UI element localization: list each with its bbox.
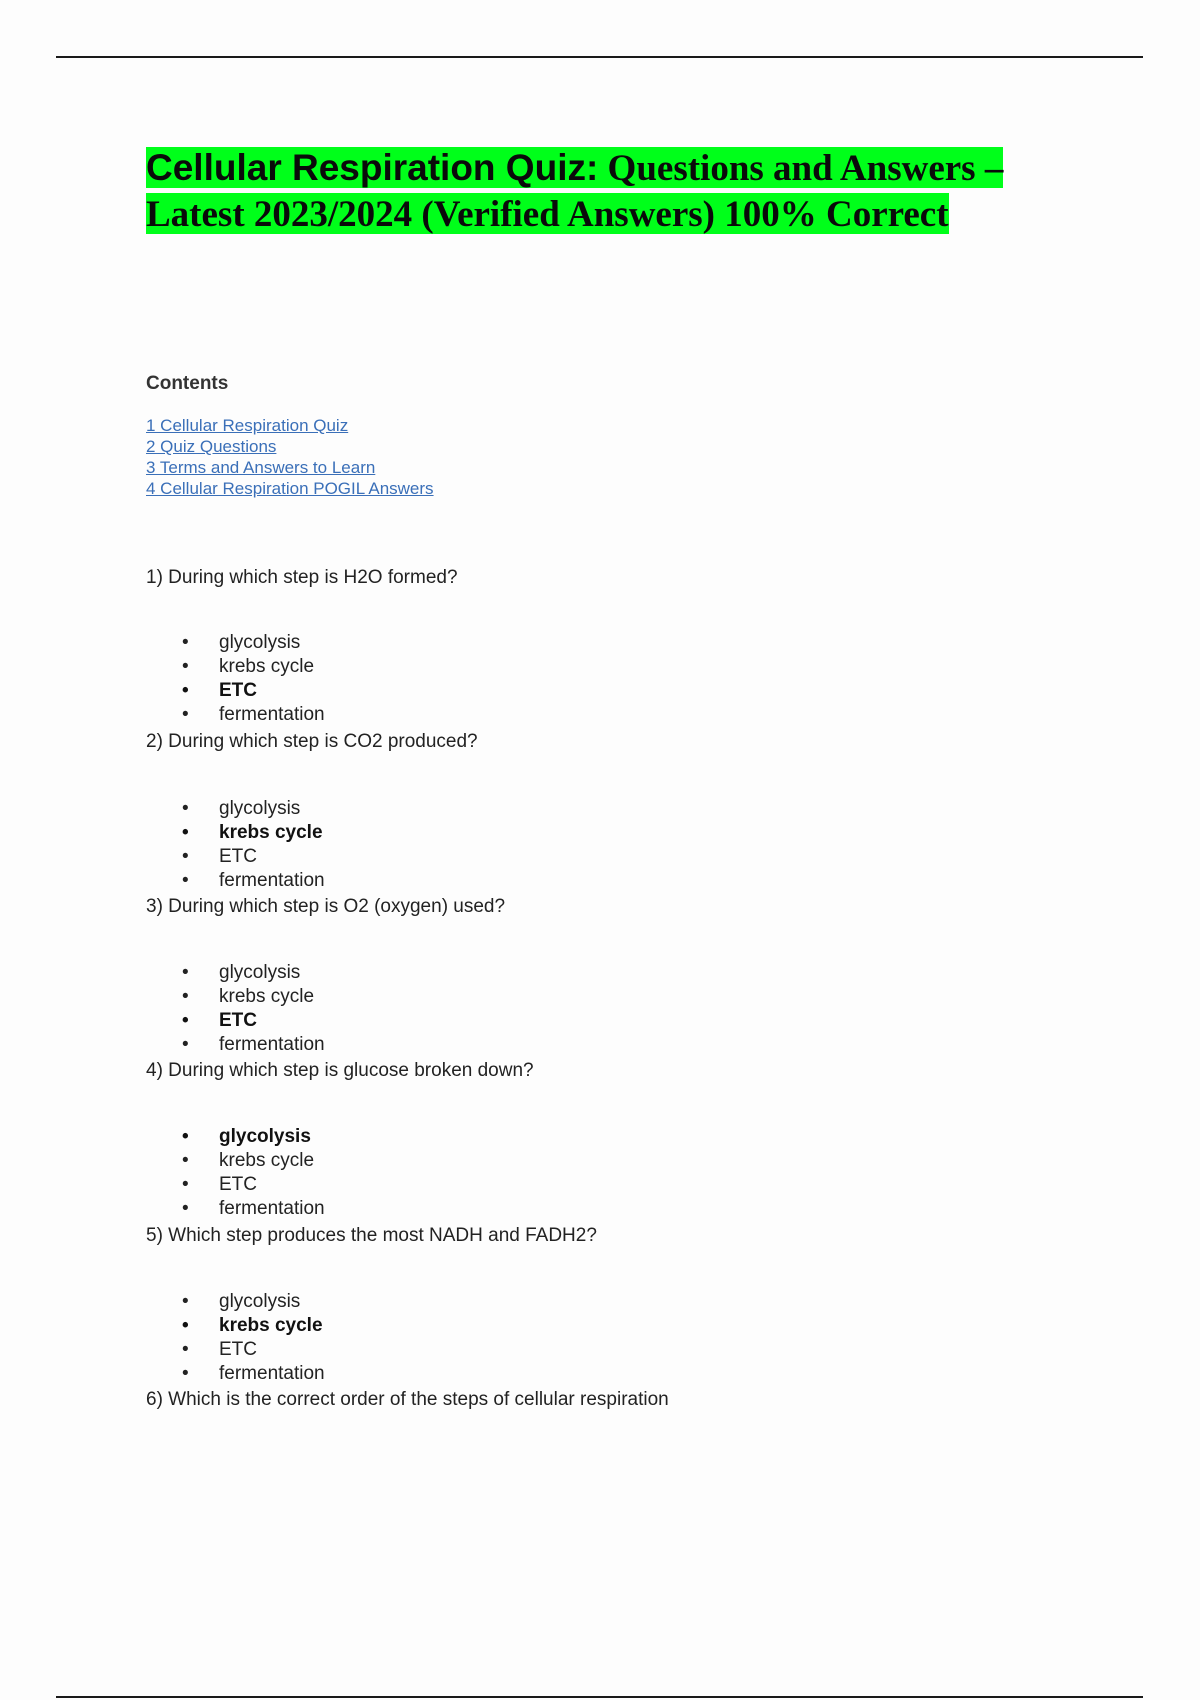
question-4: 4) During which step is glucose broken down? bbox=[146, 1060, 534, 1081]
toc-item bbox=[146, 436, 434, 457]
correct-answer-option: • glycolysis bbox=[182, 1125, 325, 1149]
answer-options-2 bbox=[182, 797, 325, 893]
answer-option: • glycolysis bbox=[182, 961, 325, 985]
answer-option: • fermentation bbox=[182, 1362, 325, 1386]
answer-options-1 bbox=[182, 631, 325, 727]
answer-options-4 bbox=[182, 1125, 325, 1221]
answer-option: • ETC bbox=[182, 845, 325, 869]
question-5: 5) Which step produces the most NADH and FADH2? bbox=[146, 1225, 597, 1246]
answer-options-3 bbox=[182, 961, 325, 1057]
answer-option: • fermentation bbox=[182, 869, 325, 893]
table-of-contents bbox=[146, 415, 434, 499]
question-6: 6) Which is the correct order of the steps of cellular respiration bbox=[146, 1389, 669, 1410]
question-2: 2) During which step is CO2 produced? bbox=[146, 731, 478, 752]
correct-answer-option: • krebs cycle bbox=[182, 821, 325, 845]
answer-option: • krebs cycle bbox=[182, 655, 325, 679]
answer-option: • ETC bbox=[182, 1338, 325, 1362]
title-part-3: Latest 2023/2024 (Verified Answers) 100% Correct bbox=[146, 194, 949, 235]
top-rule bbox=[56, 56, 1143, 58]
answer-option: • krebs cycle bbox=[182, 1149, 325, 1173]
correct-answer-option: • krebs cycle bbox=[182, 1314, 325, 1338]
answer-option: • glycolysis bbox=[182, 631, 325, 655]
answer-option: • glycolysis bbox=[182, 1290, 325, 1314]
answer-option: • ETC bbox=[182, 1173, 325, 1197]
toc-link-2[interactable]: 2 Quiz Questions bbox=[146, 437, 277, 456]
question-3: 3) During which step is O2 (oxygen) used? bbox=[146, 896, 506, 917]
title-part-2: Questions and Answers – bbox=[598, 148, 1004, 189]
answer-option: • krebs cycle bbox=[182, 985, 325, 1009]
bottom-rule bbox=[56, 1696, 1143, 1698]
toc-link-3[interactable]: 3 Terms and Answers to Learn bbox=[146, 458, 376, 477]
answer-option: • fermentation bbox=[182, 1197, 325, 1221]
toc-item bbox=[146, 457, 434, 478]
title-part-1: Cellular Respiration Quiz: bbox=[146, 147, 599, 188]
toc-item bbox=[146, 478, 434, 499]
correct-answer-option: • ETC bbox=[182, 679, 325, 703]
toc-link-1[interactable]: 1 Cellular Respiration Quiz bbox=[146, 416, 349, 435]
toc-item bbox=[146, 415, 434, 436]
answer-option: • fermentation bbox=[182, 703, 325, 727]
answer-options-5 bbox=[182, 1290, 325, 1386]
document-title bbox=[146, 145, 1046, 237]
correct-answer-option: • ETC bbox=[182, 1009, 325, 1033]
question-1: 1) During which step is H2O formed? bbox=[146, 567, 458, 588]
toc-link-4[interactable]: 4 Cellular Respiration POGIL Answers bbox=[146, 479, 434, 498]
toc-heading: Contents bbox=[146, 373, 229, 394]
answer-option: • glycolysis bbox=[182, 797, 325, 821]
answer-option: • fermentation bbox=[182, 1033, 325, 1057]
